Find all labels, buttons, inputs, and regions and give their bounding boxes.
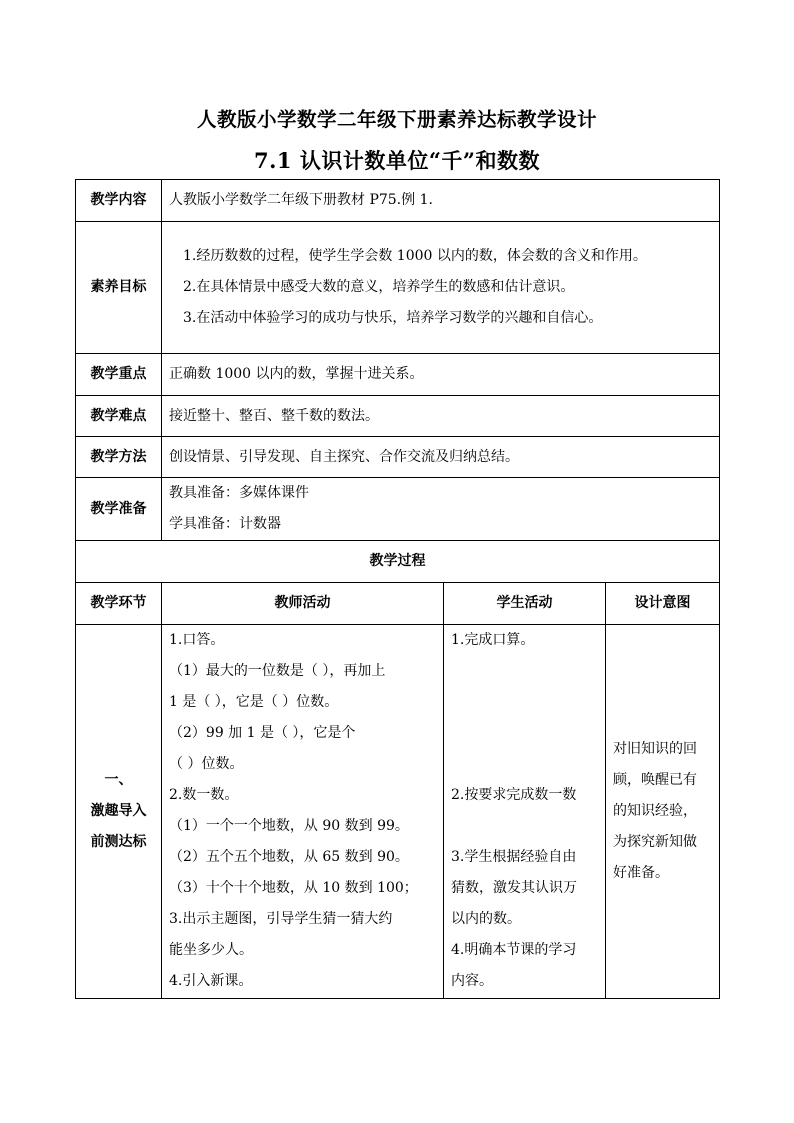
goal-item: 1.经历数数的过程，使学生学会数 1000 以内的数，体会数的含义和作用。 <box>183 248 647 264</box>
intent-line: 好准备。 <box>613 865 669 881</box>
value-method: 创设情景、引导发现、自主探究、合作交流及归纳总结。 <box>162 437 720 478</box>
student-line <box>451 811 598 842</box>
teacher-line: 3.出示主题图，引导学生猜一猜大约 <box>169 911 393 927</box>
student-activity <box>444 625 606 999</box>
row-content <box>76 180 720 222</box>
value-goals <box>162 222 720 354</box>
student-line: 2.按要求完成数一数 <box>451 787 577 803</box>
label-content: 教学内容 <box>76 180 162 222</box>
teacher-line: （ ）位数。 <box>169 756 244 772</box>
intent-line: 对旧知识的回 <box>613 741 697 757</box>
stage-label-line: 激趣导入 <box>90 803 147 819</box>
row-goals <box>76 222 720 354</box>
column-header: 设计意图 <box>606 583 720 625</box>
intent-line: 为探究新知做 <box>613 834 697 850</box>
label-goals: 素养目标 <box>76 222 162 354</box>
teacher-line: 1.口答。 <box>169 632 225 648</box>
teacher-line: （1）一个一个地数，从 90 数到 99。 <box>169 818 409 834</box>
column-header: 教学环节 <box>76 583 162 625</box>
row-method <box>76 437 720 478</box>
label-difficulty: 教学难点 <box>76 396 162 437</box>
stage-label <box>76 625 162 999</box>
teacher-activity <box>162 625 444 999</box>
student-line <box>451 656 598 687</box>
prep-item: 学具准备：计数器 <box>169 516 281 532</box>
student-line: 1.完成口算。 <box>451 632 535 648</box>
row-preparation <box>76 478 720 541</box>
process-heading: 教学过程 <box>76 541 720 583</box>
value-difficulty: 接近整十、整百、整千数的数法。 <box>162 396 720 437</box>
intent-line: 的知识经验， <box>613 803 697 819</box>
intent-line: 顾，唤醒已有 <box>613 772 697 788</box>
teacher-line: （2）99 加 1 是（ ），它是个 <box>169 725 356 741</box>
value-key-point: 正确数 1000 以内的数，掌握十进关系。 <box>162 354 720 396</box>
row-stage-1 <box>76 625 720 999</box>
lesson-plan-table <box>75 179 720 999</box>
design-intent <box>606 625 720 999</box>
row-difficulty <box>76 396 720 437</box>
row-process-heading <box>76 541 720 583</box>
document-title: 人教版小学数学二年级下册素养达标教学设计 <box>196 108 597 131</box>
student-line: 4.明确本节课的学习 <box>451 942 577 958</box>
teacher-line: 能坐多少人。 <box>169 942 253 958</box>
stage-label-line: 一、 <box>104 772 133 788</box>
teacher-line: 1 是（ ），它是（ ）位数。 <box>169 694 339 710</box>
student-line: 内容。 <box>451 973 493 989</box>
teacher-line: （2）五个五个地数，从 65 数到 90。 <box>169 849 409 865</box>
stage-label-line: 前测达标 <box>90 834 147 850</box>
row-key-point <box>76 354 720 396</box>
label-key-point: 教学重点 <box>76 354 162 396</box>
goal-item: 3.在活动中体验学习的成功与快乐，培养学习数学的兴趣和自信心。 <box>183 310 603 326</box>
column-header: 教师活动 <box>162 583 444 625</box>
value-content: 人教版小学数学二年级下册教材 P75.例 1. <box>162 180 720 222</box>
student-line <box>451 718 598 749</box>
student-line: 3.学生根据经验自由 <box>451 849 577 865</box>
value-preparation <box>162 478 720 541</box>
prep-item: 教具准备：多媒体课件 <box>169 485 309 501</box>
teacher-line: （3）十个十个地数，从 10 数到 100； <box>169 880 418 896</box>
label-method: 教学方法 <box>76 437 162 478</box>
row-column-headers <box>76 583 720 625</box>
teacher-line: （1）最大的一位数是（ ），再加上 <box>169 663 386 679</box>
student-line <box>451 687 598 718</box>
teacher-line: 2.数一数。 <box>169 787 239 803</box>
column-header: 学生活动 <box>444 583 606 625</box>
label-preparation: 教学准备 <box>76 478 162 541</box>
student-line: 猜数，激发其认识万 <box>451 880 577 896</box>
teacher-line: 4.引入新课。 <box>169 973 253 989</box>
student-line <box>451 749 598 780</box>
goal-item: 2.在具体情景中感受大数的意义，培养学生的数感和估计意识。 <box>183 279 575 295</box>
lesson-subtitle: 7.1 认识计数单位“千”和数数 <box>253 148 540 173</box>
student-line: 以内的数。 <box>451 911 521 927</box>
